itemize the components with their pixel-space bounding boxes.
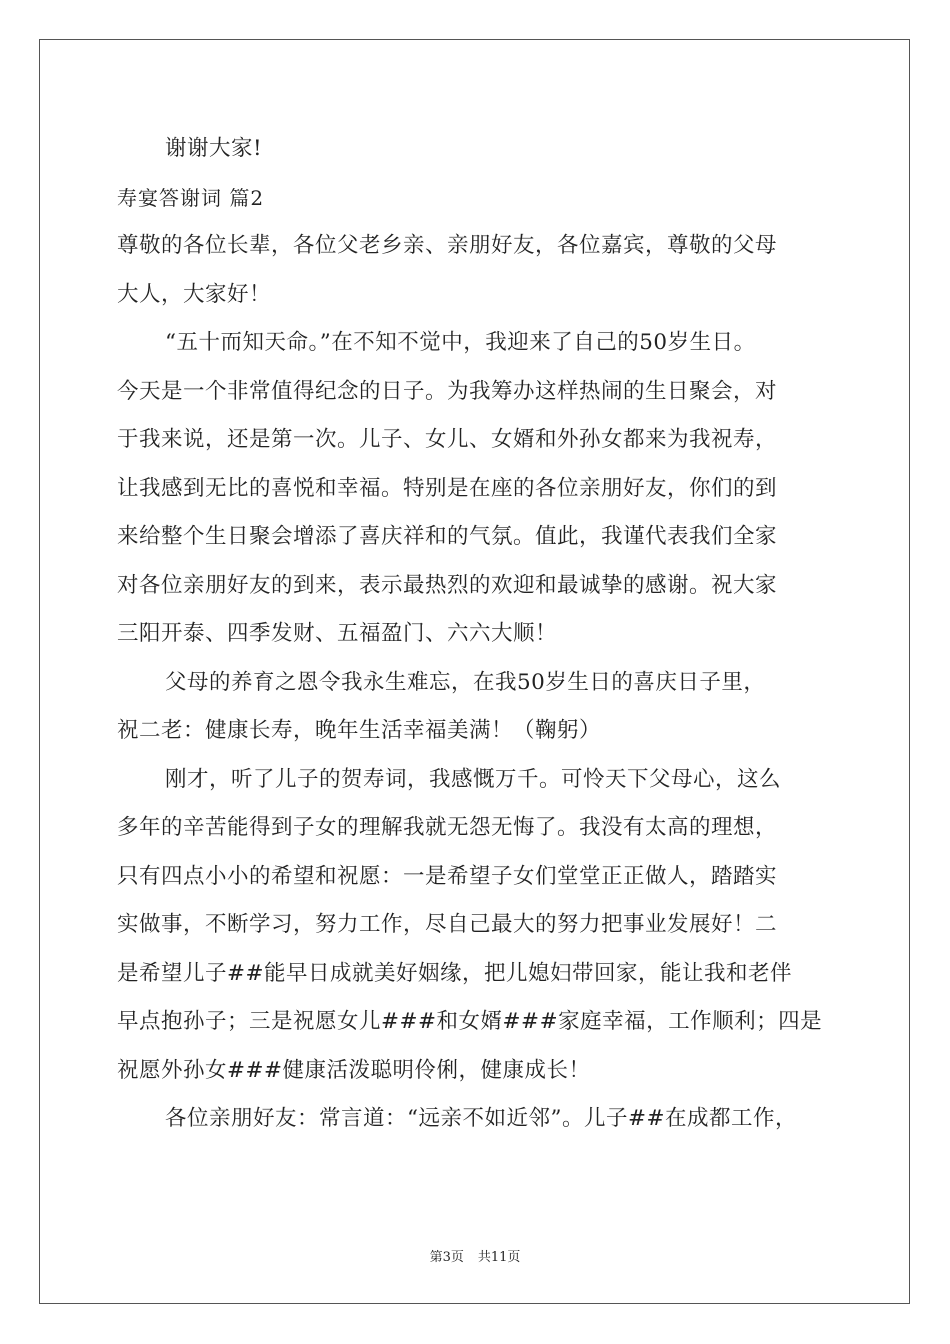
text-line: 父母的养育之恩令我永生难忘，在我50岁生日的喜庆日子里， bbox=[165, 669, 766, 695]
text-line: 三阳开泰、四季发财、五福盈门、六六大顺！ bbox=[117, 621, 558, 646]
text-line: 实做事，不断学习，努力工作，尽自己最大的努力把事业发展好！二 bbox=[117, 912, 778, 937]
text-line: 祝愿外孙女###健康活泼聪明伶俐，健康成长！ bbox=[117, 1057, 591, 1083]
text-line: 刚才，听了儿子的贺寿词，我感慨万千。可怜天下父母心，这么 bbox=[165, 766, 782, 792]
text-line: 对各位亲朋好友的到来，表示最热烈的欢迎和最诚挚的感谢。祝大家 bbox=[117, 572, 778, 598]
text-line: 大人，大家好！ bbox=[117, 281, 272, 307]
page-total: 共11页 bbox=[477, 1250, 521, 1265]
text-line: 早点抱孙子；三是祝愿女儿###和女婿###家庭幸福，工作顺利；四是 bbox=[117, 1009, 823, 1034]
text-line: 于我来说，还是第一次。儿子、女儿、女婿和外孙女都来为我祝寿， bbox=[117, 427, 778, 452]
text-line: 来给整个生日聚会增添了喜庆祥和的气氛。值此，我谨代表我们全家 bbox=[117, 524, 778, 549]
text-line: “五十而知天命。”在不知不觉中，我迎来了自己的50岁生日。 bbox=[165, 330, 756, 355]
document-body bbox=[117, 125, 837, 1144]
text-line: 尊敬的各位长辈，各位父老乡亲、亲朋好友，各位嘉宾，尊敬的父母 bbox=[117, 233, 778, 258]
text-line: 各位亲朋好友：常言道：“远亲不如近邻”。儿子##在成都工作， bbox=[165, 1106, 798, 1131]
page-footer bbox=[0, 1246, 950, 1265]
section-heading: 寿宴答谢词 篇2 bbox=[117, 185, 265, 210]
text-line: 是希望儿子##能早日成就美好姻缘，把儿媳妇带回家，能让我和老伴 bbox=[117, 960, 793, 986]
text-line: 祝二老：健康长寿，晚年生活幸福美满！（鞠躬） bbox=[117, 718, 602, 743]
page-number: 第3页 bbox=[429, 1250, 464, 1265]
text-line: 多年的辛苦能得到子女的理解我就无怨无悔了。我没有太高的理想， bbox=[117, 815, 778, 840]
text-line: 今天是一个非常值得纪念的日子。为我筹办这样热闹的生日聚会，对 bbox=[117, 378, 778, 404]
text-line: 让我感到无比的喜悦和幸福。特别是在座的各位亲朋好友，你们的到 bbox=[117, 475, 778, 501]
text-line: 谢谢大家! bbox=[165, 136, 263, 161]
text-line: 只有四点小小的希望和祝愿：一是希望子女们堂堂正正做人，踏踏实 bbox=[117, 863, 778, 889]
